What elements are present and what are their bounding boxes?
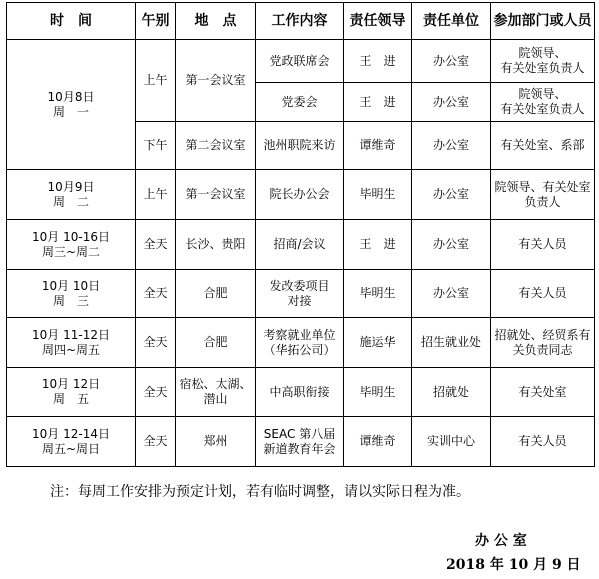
attendees-cell: 有关人员 bbox=[491, 270, 595, 318]
header-row bbox=[7, 3, 595, 40]
place-cell: 长沙、贵阳 bbox=[176, 220, 256, 270]
content-cell bbox=[256, 417, 344, 467]
leader-cell: 谭维奇 bbox=[344, 417, 412, 467]
date-cell bbox=[7, 270, 136, 318]
attendees-line: 院领导、有关处室 bbox=[494, 179, 591, 194]
weekday-line: 周四~周五 bbox=[41, 342, 101, 357]
content-cell: 池州职院来访 bbox=[256, 122, 344, 170]
period-cell: 下午 bbox=[136, 122, 176, 170]
attendees-line: 关负责同志 bbox=[512, 342, 573, 357]
attendees-cell: 有关人员 bbox=[491, 417, 595, 467]
content-line: SEAC 第八届 bbox=[263, 426, 336, 441]
attendees-line: 招就处、经贸系有 bbox=[494, 327, 591, 342]
content-line: 发改委项目 bbox=[269, 278, 330, 293]
period-cell: 全天 bbox=[136, 318, 176, 368]
date-line: 10月 12-14日 bbox=[32, 426, 110, 441]
unit-cell: 实训中心 bbox=[412, 417, 491, 467]
weekday-line: 周 五 bbox=[52, 392, 89, 406]
unit-cell: 办公室 bbox=[412, 122, 491, 170]
place-cell: 合肥 bbox=[176, 318, 256, 368]
content-cell: 院长办公会 bbox=[256, 170, 344, 220]
content-cell bbox=[256, 318, 344, 368]
period-cell: 上午 bbox=[136, 170, 176, 220]
leader-cell: 谭维奇 bbox=[344, 122, 412, 170]
leader-cell: 王 进 bbox=[344, 83, 412, 122]
attendees-cell bbox=[491, 40, 595, 83]
header-unit: 责任单位 bbox=[412, 3, 491, 40]
leader-cell: 毕明生 bbox=[344, 270, 412, 318]
leader-cell: 毕明生 bbox=[344, 170, 412, 220]
attendees-line: 有关处室负责人 bbox=[500, 102, 585, 116]
header-attendees: 参加部门或人员 bbox=[491, 3, 595, 40]
content-cell: 中高职衔接 bbox=[256, 368, 344, 417]
table-row bbox=[7, 417, 595, 467]
leader-cell: 施运华 bbox=[344, 318, 412, 368]
attendees-cell bbox=[491, 83, 595, 122]
header-period: 午别 bbox=[136, 3, 176, 40]
content-line: 新道教育年会 bbox=[263, 441, 336, 456]
content-cell: 招商/会议 bbox=[256, 220, 344, 270]
leader-cell: 王 进 bbox=[344, 220, 412, 270]
period-cell: 全天 bbox=[136, 368, 176, 417]
attendees-cell bbox=[491, 318, 595, 368]
place-cell: 郑州 bbox=[176, 417, 256, 467]
date-line: 10月 11-12日 bbox=[32, 327, 110, 342]
attendees-cell bbox=[491, 170, 595, 220]
unit-cell: 办公室 bbox=[412, 270, 491, 318]
place-cell: 第一会议室 bbox=[176, 40, 256, 122]
date-cell bbox=[7, 40, 136, 170]
leader-cell: 毕明生 bbox=[344, 368, 412, 417]
date-line: 10月 12日 bbox=[41, 377, 101, 391]
unit-cell: 招就处 bbox=[412, 368, 491, 417]
header-time: 时 间 bbox=[7, 3, 136, 40]
date-line: 10月 10-16日 bbox=[32, 229, 110, 244]
attendees-line: 院领导、 bbox=[518, 46, 567, 60]
attendees-cell: 有关处室、系部 bbox=[491, 122, 595, 170]
date-line: 10月 10日 bbox=[41, 278, 101, 293]
content-cell: 党政联席会 bbox=[256, 40, 344, 83]
place-cell: 第一会议室 bbox=[176, 170, 256, 220]
attendees-line: 院领导、 bbox=[518, 87, 567, 101]
unit-cell: 办公室 bbox=[412, 170, 491, 220]
weekday-line: 周 三 bbox=[52, 293, 89, 308]
header-leader: 责任领导 bbox=[344, 3, 412, 40]
content-line: 考察就业单位 bbox=[263, 327, 336, 342]
date-line: 10月8日 bbox=[47, 89, 95, 104]
table-row bbox=[7, 220, 595, 270]
attendees-cell: 有关处室 bbox=[491, 368, 595, 417]
date-cell bbox=[7, 220, 136, 270]
unit-cell: 办公室 bbox=[412, 40, 491, 83]
schedule-note: 注：每周工作安排为预定计划，若有临时调整，请以实际日程为准。 bbox=[50, 484, 470, 500]
weekday-line: 周 一 bbox=[52, 104, 89, 119]
weekday-line: 周 二 bbox=[52, 194, 89, 209]
date-cell bbox=[7, 170, 136, 220]
table-row bbox=[7, 368, 595, 417]
attendees-line: 负责人 bbox=[524, 194, 561, 209]
attendees-cell: 有关人员 bbox=[491, 220, 595, 270]
header-content: 工作内容 bbox=[256, 3, 344, 40]
schedule-table bbox=[6, 2, 595, 467]
date-cell bbox=[7, 368, 136, 417]
weekday-line: 周三~周二 bbox=[41, 244, 101, 259]
content-line: （华拓公司） bbox=[263, 342, 336, 357]
leader-cell: 王 进 bbox=[344, 40, 412, 83]
content-line: 对接 bbox=[287, 293, 312, 308]
attendees-line: 有关处室负责人 bbox=[500, 61, 585, 75]
period-cell: 上午 bbox=[136, 40, 176, 122]
unit-cell: 办公室 bbox=[412, 83, 491, 122]
period-cell: 全天 bbox=[136, 220, 176, 270]
weekday-line: 周五~周日 bbox=[41, 441, 101, 456]
header-place: 地 点 bbox=[176, 3, 256, 40]
table-row bbox=[7, 318, 595, 368]
issue-date: 2018 年 10 月 9 日 bbox=[446, 557, 581, 573]
period-cell: 全天 bbox=[136, 417, 176, 467]
table-row bbox=[7, 270, 595, 318]
place-cell: 第二会议室 bbox=[176, 122, 256, 170]
issuer-signature: 办 公 室 bbox=[475, 533, 527, 549]
place-cell: 宿松、太湖、潜山 bbox=[176, 368, 256, 417]
date-line: 10月9日 bbox=[47, 179, 95, 194]
unit-cell: 办公室 bbox=[412, 220, 491, 270]
period-cell: 全天 bbox=[136, 270, 176, 318]
content-cell bbox=[256, 270, 344, 318]
table-row bbox=[7, 170, 595, 220]
content-cell: 党委会 bbox=[256, 83, 344, 122]
table-row bbox=[7, 40, 595, 83]
unit-cell: 招生就业处 bbox=[412, 318, 491, 368]
place-cell: 合肥 bbox=[176, 270, 256, 318]
date-cell bbox=[7, 417, 136, 467]
date-cell bbox=[7, 318, 136, 368]
